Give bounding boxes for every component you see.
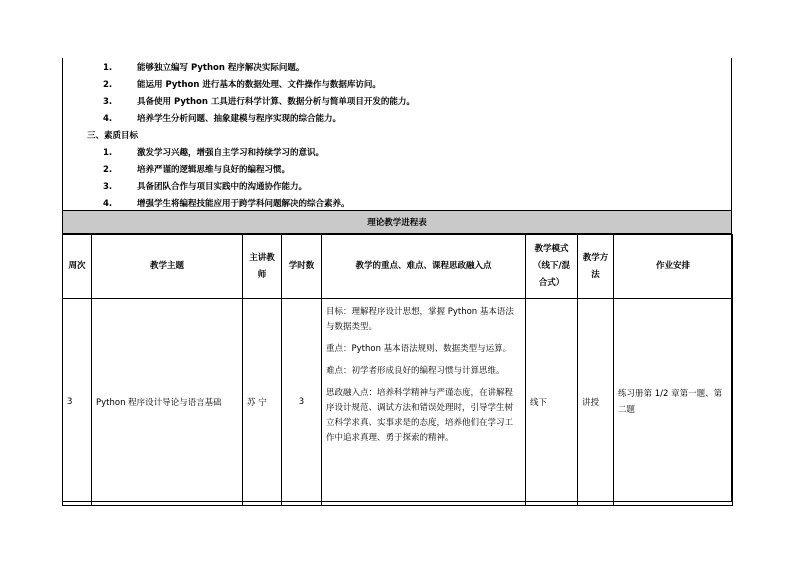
focus-difficulty: 难点：初学者形成良好的编程习惯与计算思维。 bbox=[326, 366, 505, 376]
header-teacher: 主讲教师 bbox=[243, 235, 282, 299]
item-number: 4. bbox=[103, 114, 113, 124]
item-text: 具备使用 Python 工具进行科学计算、数据分析与简单项目开发的能力。 bbox=[137, 97, 415, 107]
item-text: 增强学生将编程技能应用于跨学科问题解决的综合素养。 bbox=[137, 199, 350, 209]
cell-teacher: 苏 宁 bbox=[243, 299, 282, 506]
quality-heading: 三、素质目标 bbox=[87, 131, 139, 141]
header-topic: 教学主题 bbox=[92, 235, 243, 299]
item-text: 能够独立编写 Python 程序解决实际问题。 bbox=[137, 63, 305, 73]
schedule-table bbox=[62, 234, 733, 506]
header-method: 教学方法 bbox=[578, 235, 614, 299]
focus-ideology: 思政融入点：培养科学精神与严谨态度，在讲解程序设计规范、调试方法和错误处理时，引导学生树立科学求真、实事求是的态度，培养他们在学习工作中追求真理、勇于探索的精神。 bbox=[326, 388, 514, 443]
item-number: 3. bbox=[103, 182, 113, 192]
item-number: 2. bbox=[103, 80, 113, 90]
table-header-row bbox=[63, 235, 733, 299]
focus-key-point: 重点：Python 基本语法规则、数据类型与运算。 bbox=[326, 344, 512, 354]
cell-homework: 练习册第 1/2 章第一题、第二题 bbox=[614, 299, 733, 506]
header-week: 周次 bbox=[63, 235, 92, 299]
table-row bbox=[63, 299, 733, 506]
header-hours: 学时数 bbox=[282, 235, 322, 299]
header-focus: 教学的重点、难点、课程思政融入点 bbox=[322, 235, 526, 299]
cell-hours: 3 bbox=[282, 299, 322, 506]
focus-goal: 目标：理解程序设计思想，掌握 Python 基本语法与数据类型。 bbox=[326, 307, 514, 332]
item-text: 培养严谨的逻辑思维与良好的编程习惯。 bbox=[137, 165, 291, 175]
cell-mode: 线下 bbox=[526, 299, 578, 506]
item-text: 培养学生分析问题、抽象建模与程序实现的综合能力。 bbox=[137, 114, 342, 124]
item-number: 1. bbox=[103, 63, 113, 73]
header-mode: 教学模式（线下/混合式） bbox=[526, 235, 578, 299]
item-number: 1. bbox=[103, 148, 113, 158]
objectives-section bbox=[63, 58, 731, 210]
schedule-title: 理论教学进程表 bbox=[63, 210, 731, 234]
item-text: 能运用 Python 进行基本的数据处理、文件操作与数据库访问。 bbox=[137, 80, 381, 90]
item-number: 3. bbox=[103, 97, 113, 107]
cell-week: 3 bbox=[63, 299, 92, 506]
item-text: 具备团队合作与项目实践中的沟通协作能力。 bbox=[137, 182, 308, 192]
cell-method: 讲授 bbox=[578, 299, 614, 506]
item-text: 激发学习兴趣，增强自主学习和持续学习的意识。 bbox=[137, 148, 325, 158]
item-number: 2. bbox=[103, 165, 113, 175]
syllabus-page bbox=[62, 58, 732, 502]
header-homework: 作业安排 bbox=[614, 235, 733, 299]
item-number: 4. bbox=[103, 199, 113, 209]
cell-topic: Python 程序设计导论与语言基础 bbox=[92, 299, 243, 506]
cell-focus bbox=[322, 299, 526, 506]
